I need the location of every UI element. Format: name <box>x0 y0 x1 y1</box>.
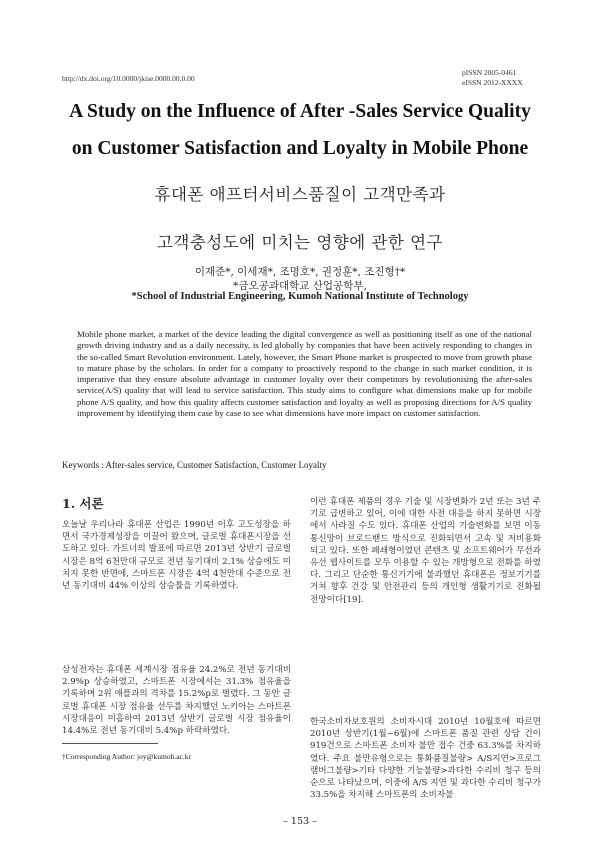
issn-block <box>462 68 523 88</box>
footnote-corresponding-author: †Corresponding Author: joy@kumoh.ac.kr <box>62 752 191 761</box>
title-ko-line1: 휴대폰 애프터서비스품질이 고객만족과 <box>154 185 446 204</box>
affiliation-en: *School of Industrial Engineering, Kumoh National Institute of Technology <box>131 291 469 302</box>
body-paragraph-4: 한국소비자보호원의 소비자시대 2010년 10월호에 따르면 2010년 상반기(1월~6월)에 스마트폰 품질 관련 상담 건이 919건으로 스마트폰 소비자 불만 접수 건중 63.3%를 차지하였다. 주요 불만유형으로는 통화품질불량> A/S지연>프로그램버그불량>기타 다양한 기능불량>과다한 수리비 청구 등의 순으로 나타났으며, 이중에 A/S 지연 및 과다한 수리비 청구가 33.5%을 차지해 스마트폰의 소비자불 <box>310 717 541 801</box>
footnote-divider <box>62 743 158 744</box>
abstract: Mobile phone market, a market of the device leading the digital convergence as well as positioning itself as one of the national growth driving industry and as a daily necessity, is led globally by companies that have been actively responding to changes in the so-called Smart Revolution environment. Lately, however, the Smart Phone market is prospected to move from growth phase to mature phase by the scholars. In order for a company to proactively respond to the change in such market condition, it is imperative that they ensure absolute advantage in customer loyalty over their competitors by revolutionising the after-sales service(A/S) quality that will lead to service satisfaction. This study aims to configure what dimensions make up for mobile phone A/S quality, and how this quality affects customer satisfaction and loyalty as well as proposing directions for A/S quality improvement by identifying them case by case to see what dimensions have more impact on customer satisfaction. <box>77 329 532 419</box>
body-paragraph-3: 이런 휴대폰 제품의 경우 기술 및 시장변화가 2년 또는 3년 주기로 급변하고 있어, 이에 대한 사전 대응을 하지 못하면 시장에서 사라질 수도 있다. 휴대폰 산업의 기술변화를 보면 이동통신망이 브로드밴드 방식으로 진화되면서 고속 및 저비용화되고 있다. 또한 폐쇄형이였던 콘텐츠 및 소프트웨어가 무선과 유선 웹사이트를 모두 이용할 수 있는 개방형으로 전화를 하였다. 그리고 단순한 통신기기에 불과했던 휴대폰은 정보기기를 거쳐 향후 건강 및 안전관리 등의 개인형 생활기기로 진화될 전망이다[19]. <box>310 497 541 605</box>
body-paragraph-1: 오늘날 우리나라 휴대폰 산업은 1990년 이후 고도성장을 하면서 국가경제성장을 이끌어 왔으며, 글로벌 휴대폰시장을 선도하고 있다. 가트너의 발표에 따르면 2013년 상반기 글로벌시장은 8억 6천만대 규모로 전년 동기대비 2.1% 상승에도 미치지 못한 반면에, 스마트폰 시장은 4억 4천만대 수준으로 전년 동기대비 44% 이상의 상승률을 기록하였다. <box>62 520 291 592</box>
pissn: pISSN 2005-0461 <box>462 68 517 77</box>
doi-link[interactable]: http://dx.doi.org/10.0000/jkise.0000.00.0.00 <box>62 74 195 83</box>
author-list: 이재준*, 이세재*, 조명호*, 권정훈*, 조진형†* <box>194 266 406 278</box>
title-en-line1: A Study on the Influence of After -Sales Service Quality <box>69 101 531 122</box>
page-number: – 153 – <box>283 816 317 827</box>
title-en-line2: on Customer Satisfaction and Loyalty in Mobile Phone <box>71 138 529 159</box>
section-heading: 1. 서론 <box>62 496 104 511</box>
affiliation-ko: *금오공과대학교 산업공학부, <box>233 280 367 292</box>
eissn: eISSN 2012-XXXX <box>462 78 523 87</box>
keywords: Keywords : After-sales service, Customer Satisfaction, Customer Loyalty <box>62 460 327 470</box>
title-ko-line2: 고객충성도에 미치는 영향에 관한 연구 <box>156 233 443 252</box>
body-paragraph-2: 삼성전자는 휴대폰 세계시장 점유율 24.2%로 전년 동기대비 2.9%p 상승하였고, 스마트폰 시장에서는 31.3% 점유율을 기록하며 2위 애플과의 격차를 15.2%p로 벌렸다. 그 동안 글로벌 휴대폰 시장 점유율 선두를 차지했던 노키아는 스마트폰 시장대응이 미흡하여 2013년 상반기 글로벌 시장 점유율이 14.4%로 전년 동기대비 5.4%p 하락하였다. <box>62 665 291 737</box>
